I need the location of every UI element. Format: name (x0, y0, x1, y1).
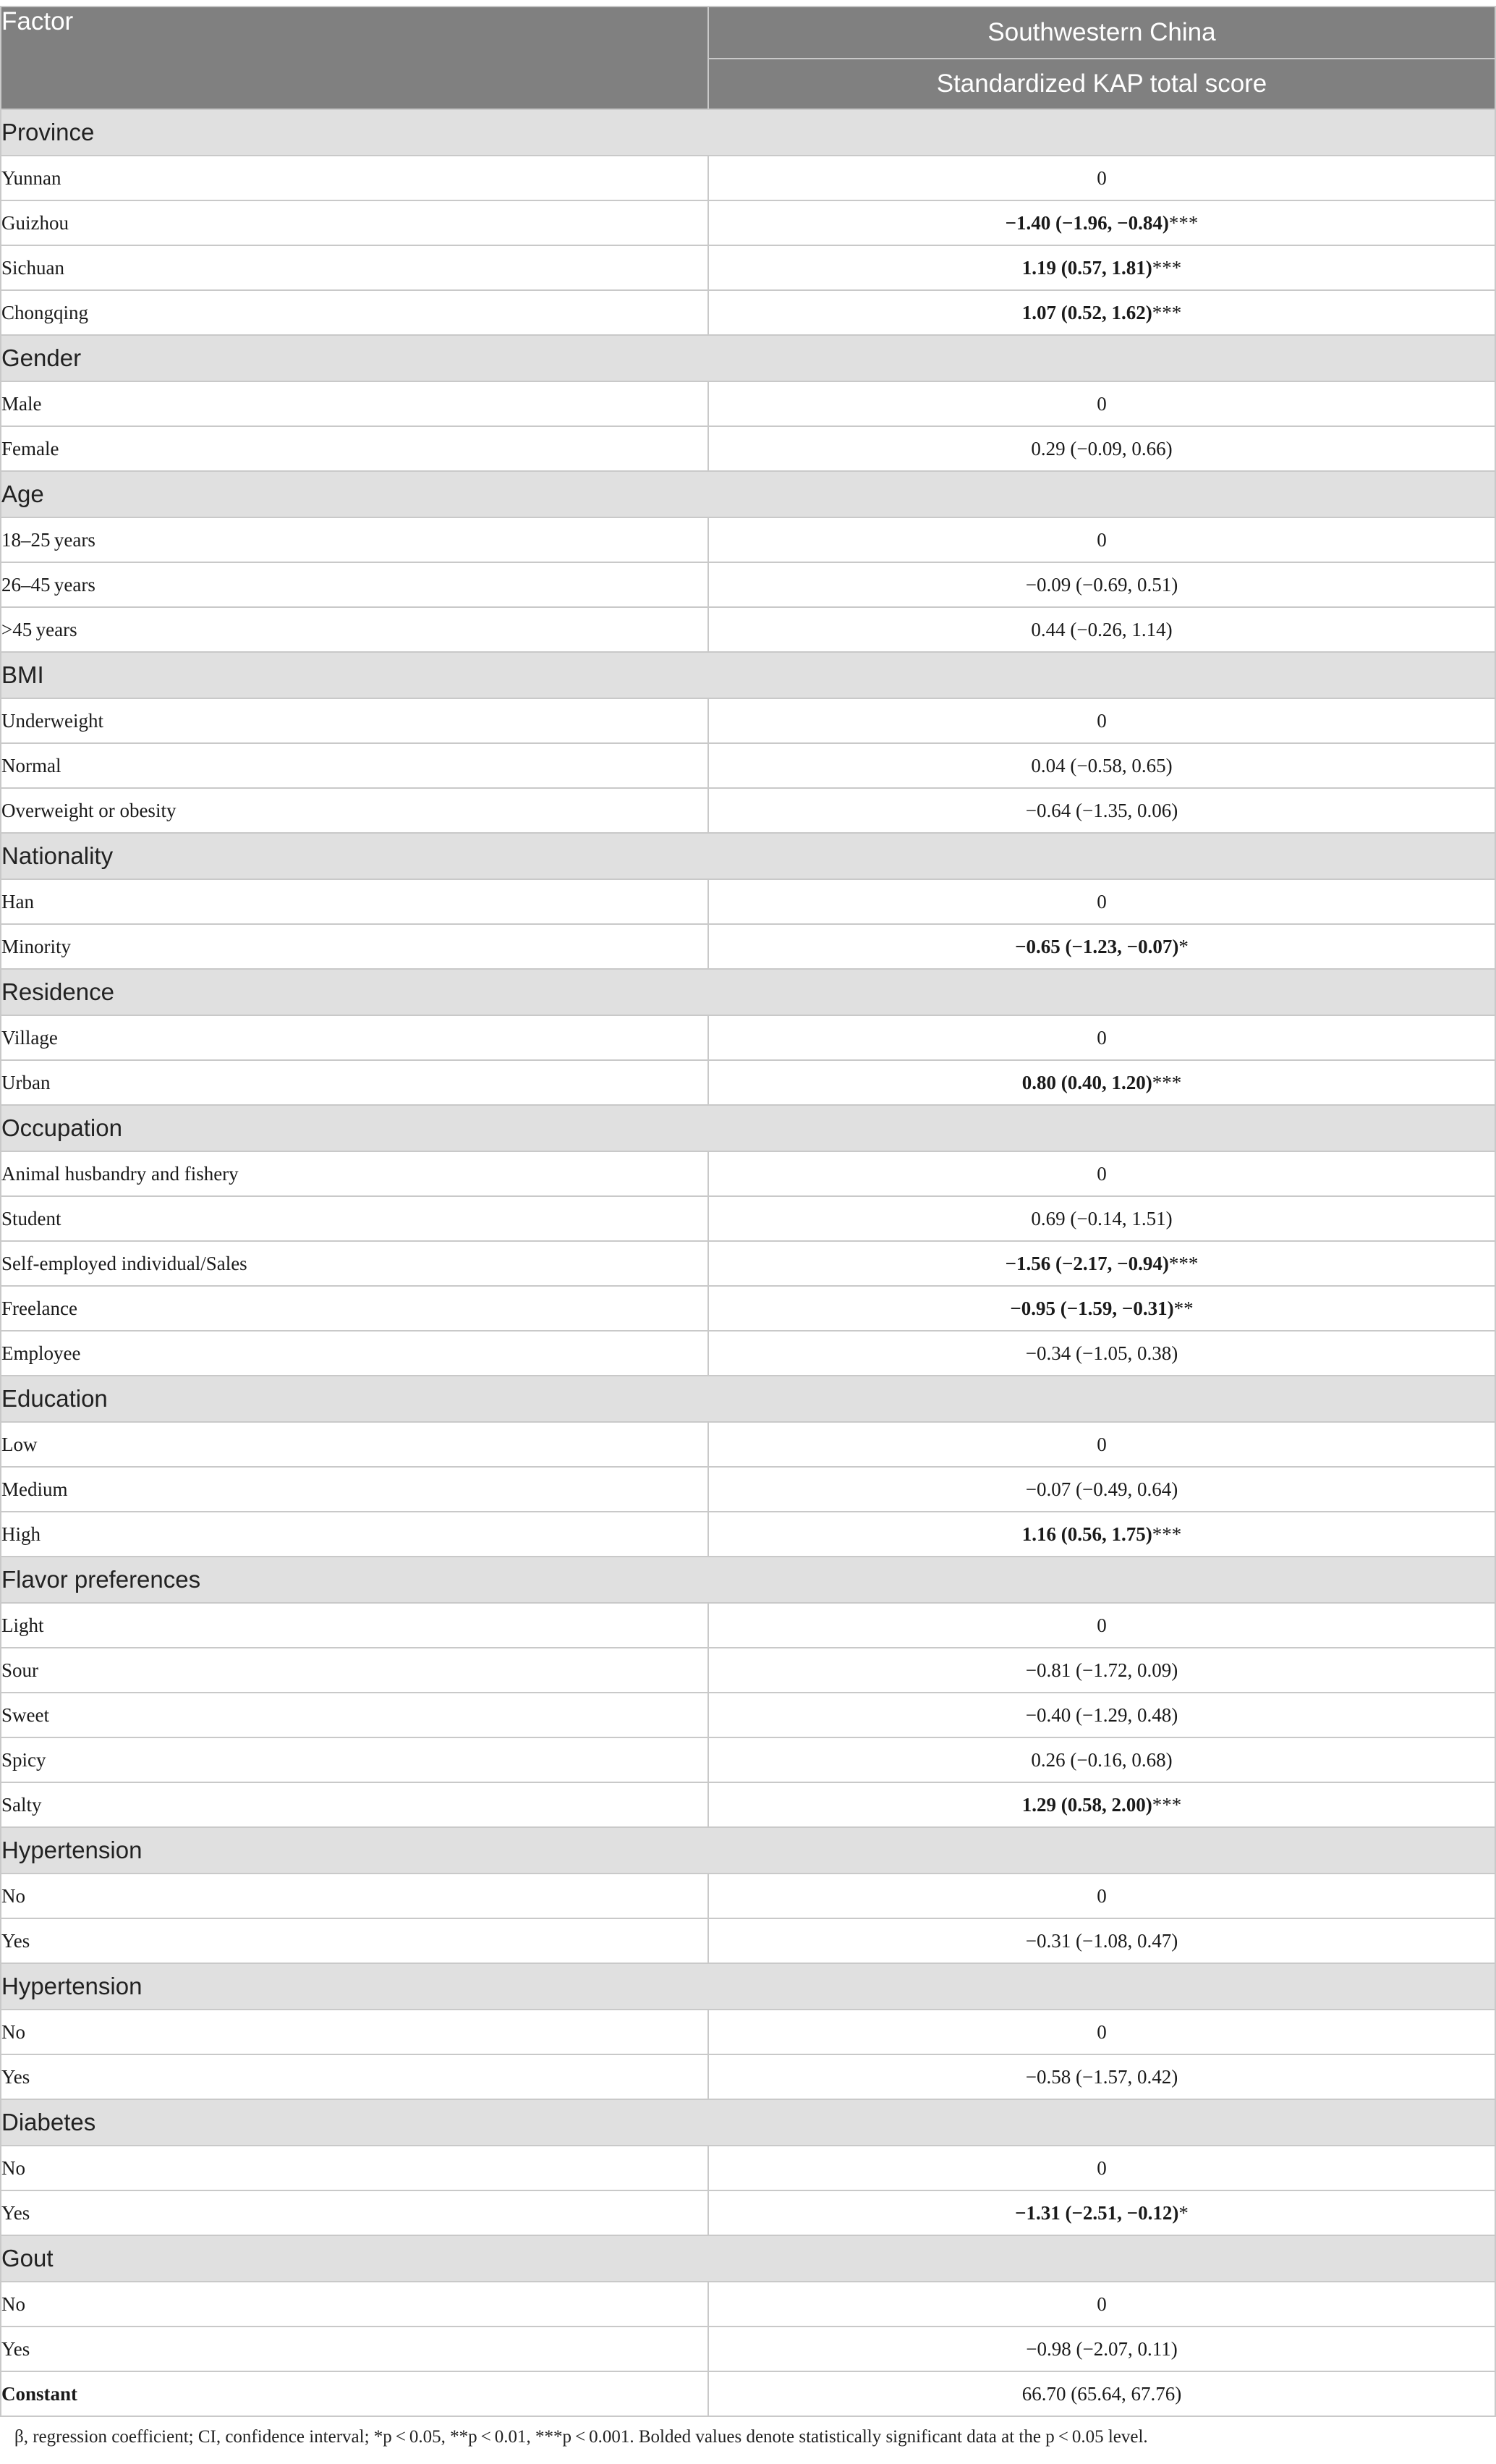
group-header-row (1, 471, 1495, 517)
estimate-ci: −0.58 (−1.57, 0.42) (1025, 2065, 1178, 2088)
table-row (1, 1603, 1495, 1648)
significance-stars: *** (1152, 256, 1182, 279)
row-value (708, 200, 1495, 245)
row-label: Yunnan (1, 156, 708, 200)
table-row (1, 426, 1495, 471)
estimate-ci: 0.80 (0.40, 1.20) (1021, 1071, 1152, 1093)
estimate-ci: 1.19 (0.57, 1.81) (1021, 256, 1152, 279)
row-value (708, 290, 1495, 335)
table-row (1, 1241, 1495, 1286)
constant-row (1, 2371, 1495, 2416)
row-value (708, 788, 1495, 833)
estimate-ci: 0 (1097, 709, 1107, 732)
row-value (708, 1331, 1495, 1376)
group-header-row (1, 1376, 1495, 1422)
table-row (1, 1648, 1495, 1693)
row-value (708, 2146, 1495, 2190)
group-name: Residence (1, 969, 1495, 1015)
estimate-ci: 1.16 (0.56, 1.75) (1021, 1523, 1152, 1545)
row-value (708, 245, 1495, 290)
row-value (708, 1737, 1495, 1782)
table-body (1, 109, 1495, 2416)
row-value (708, 1151, 1495, 1196)
row-value (708, 2190, 1495, 2235)
estimate-ci: −0.98 (−2.07, 0.11) (1026, 2337, 1178, 2360)
row-label: Low (1, 1422, 708, 1467)
row-label: Yes (1, 2190, 708, 2235)
row-value (708, 1422, 1495, 1467)
row-value (708, 1693, 1495, 1737)
table-row (1, 698, 1495, 743)
row-label: Salty (1, 1782, 708, 1827)
row-value (708, 924, 1495, 969)
significance-stars: * (1178, 2201, 1189, 2224)
estimate-ci: 0.04 (−0.58, 0.65) (1031, 754, 1173, 776)
estimate-ci: 0 (1097, 1884, 1107, 1907)
row-label: Animal husbandry and fishery (1, 1151, 708, 1196)
table-row (1, 1512, 1495, 1557)
table-row (1, 245, 1495, 290)
estimate-ci: −0.65 (−1.23, −0.07) (1015, 935, 1179, 957)
row-label: Chongqing (1, 290, 708, 335)
group-header-row (1, 2235, 1495, 2282)
row-value (708, 1782, 1495, 1827)
estimate-ci: −1.56 (−2.17, −0.94) (1005, 1252, 1169, 1274)
group-name: Occupation (1, 1105, 1495, 1151)
region-column-header: Southwestern China (708, 7, 1495, 59)
row-label: Han (1, 879, 708, 924)
estimate-ci: 0 (1097, 166, 1107, 189)
table-row (1, 1782, 1495, 1827)
table-row (1, 290, 1495, 335)
row-label: Overweight or obesity (1, 788, 708, 833)
row-value (708, 2282, 1495, 2327)
row-label: Normal (1, 743, 708, 788)
row-label: Employee (1, 1331, 708, 1376)
row-label: Female (1, 426, 708, 471)
row-label: Freelance (1, 1286, 708, 1331)
significance-stars: * (1178, 935, 1189, 957)
row-label: Urban (1, 1060, 708, 1105)
group-name: Hypertension (1, 1963, 1495, 2010)
row-value (708, 1874, 1495, 1918)
significance-stars: *** (1168, 211, 1199, 234)
estimate-ci: 0.26 (−0.16, 0.68) (1031, 1748, 1173, 1771)
table-row (1, 562, 1495, 607)
group-header-row (1, 969, 1495, 1015)
row-label: Sour (1, 1648, 708, 1693)
row-label: Sweet (1, 1693, 708, 1737)
significance-stars: *** (1152, 301, 1182, 323)
estimate-ci: 0 (1097, 890, 1107, 913)
row-label: No (1, 2282, 708, 2327)
table-row (1, 1015, 1495, 1060)
group-name: Age (1, 471, 1495, 517)
row-value (708, 381, 1495, 426)
table-row (1, 1331, 1495, 1376)
row-value (708, 1286, 1495, 1331)
measure-column-header: Standardized KAP total score (708, 59, 1495, 109)
group-name: Diabetes (1, 2099, 1495, 2146)
row-label: Guizhou (1, 200, 708, 245)
row-value (708, 1060, 1495, 1105)
row-value (708, 156, 1495, 200)
estimate-ci: 0 (1097, 2156, 1107, 2179)
row-label: Yes (1, 2054, 708, 2099)
constant-label: Constant (1, 2371, 708, 2416)
group-name: Flavor preferences (1, 1557, 1495, 1603)
estimate-ci: 1.07 (0.52, 1.62) (1021, 301, 1152, 323)
significance-stars: ** (1173, 1297, 1194, 1319)
estimate-ci: −0.09 (−0.69, 0.51) (1025, 573, 1178, 596)
table-row (1, 1151, 1495, 1196)
row-label: Light (1, 1603, 708, 1648)
estimate-ci: −0.81 (−1.72, 0.09) (1025, 1659, 1178, 1681)
significance-stars: *** (1168, 1252, 1199, 1274)
table-row (1, 517, 1495, 562)
estimate-ci: −0.07 (−0.49, 0.64) (1025, 1478, 1178, 1500)
row-label: 18–25 years (1, 517, 708, 562)
row-value (708, 1648, 1495, 1693)
row-value (708, 562, 1495, 607)
significance-stars: *** (1152, 1793, 1182, 1816)
estimate-ci: 0 (1097, 2020, 1107, 2043)
estimate-ci: −0.64 (−1.35, 0.06) (1025, 799, 1178, 821)
estimate-ci: 0.69 (−0.14, 1.51) (1031, 1207, 1173, 1229)
table-row (1, 924, 1495, 969)
row-value (708, 2010, 1495, 2054)
row-label: Self-employed individual/Sales (1, 1241, 708, 1286)
row-label: High (1, 1512, 708, 1557)
table-row (1, 1060, 1495, 1105)
table-row (1, 607, 1495, 652)
table-row (1, 2327, 1495, 2371)
estimate-ci: 0 (1097, 1614, 1107, 1636)
table-row (1, 2010, 1495, 2054)
table-row (1, 1918, 1495, 1963)
row-label: Underweight (1, 698, 708, 743)
constant-value: 66.70 (65.64, 67.76) (708, 2371, 1495, 2416)
group-header-row (1, 1827, 1495, 1874)
table-row (1, 2054, 1495, 2099)
group-name: Nationality (1, 833, 1495, 879)
estimate-ci: 0 (1097, 1162, 1107, 1185)
row-value (708, 1241, 1495, 1286)
table-row (1, 1286, 1495, 1331)
group-name: Gout (1, 2235, 1495, 2282)
estimate-ci: −1.40 (−1.96, −0.84) (1005, 211, 1169, 234)
row-label: >45 years (1, 607, 708, 652)
row-value (708, 2327, 1495, 2371)
group-header-row (1, 335, 1495, 381)
group-header-row (1, 109, 1495, 156)
table-row (1, 788, 1495, 833)
table-row (1, 156, 1495, 200)
row-label: Male (1, 381, 708, 426)
group-name: BMI (1, 652, 1495, 698)
table-row (1, 879, 1495, 924)
estimate-ci: −0.95 (−1.59, −0.31) (1010, 1297, 1174, 1319)
row-value (708, 1015, 1495, 1060)
table-row (1, 1422, 1495, 1467)
table-row (1, 1693, 1495, 1737)
group-header-row (1, 1963, 1495, 2010)
row-label: Minority (1, 924, 708, 969)
row-label: No (1, 1874, 708, 1918)
estimate-ci: −0.40 (−1.29, 0.48) (1025, 1703, 1178, 1726)
table-row (1, 200, 1495, 245)
table-row (1, 381, 1495, 426)
group-name: Gender (1, 335, 1495, 381)
group-header-row (1, 1557, 1495, 1603)
group-name: Hypertension (1, 1827, 1495, 1874)
significance-stars: *** (1152, 1071, 1182, 1093)
group-header-row (1, 833, 1495, 879)
row-value (708, 1918, 1495, 1963)
table-row (1, 743, 1495, 788)
estimate-ci: 0 (1097, 392, 1107, 415)
row-label: Village (1, 1015, 708, 1060)
table-row (1, 1737, 1495, 1782)
row-value (708, 698, 1495, 743)
group-name: Province (1, 109, 1495, 156)
table-row (1, 1874, 1495, 1918)
factor-column-header: Factor (1, 7, 708, 109)
estimate-ci: −1.31 (−2.51, −0.12) (1015, 2201, 1179, 2224)
table-row (1, 2282, 1495, 2327)
estimate-ci: −0.34 (−1.05, 0.38) (1025, 1342, 1178, 1364)
row-value (708, 1603, 1495, 1648)
row-label: Sichuan (1, 245, 708, 290)
row-value (708, 1512, 1495, 1557)
group-header-row (1, 652, 1495, 698)
row-label: Student (1, 1196, 708, 1241)
regression-table (0, 6, 1496, 2417)
row-value (708, 879, 1495, 924)
row-value (708, 426, 1495, 471)
table-row (1, 2146, 1495, 2190)
row-value (708, 743, 1495, 788)
table-footnote: β, regression coefficient; CI, confidence interval; *p < 0.05, **p < 0.01, ***p < 0.001. Bolded values denote statistically significant data at the p < 0.05 level. (14, 2427, 1148, 2447)
estimate-ci: 1.29 (0.58, 2.00) (1021, 1793, 1152, 1816)
row-label: No (1, 2010, 708, 2054)
group-header-row (1, 1105, 1495, 1151)
estimate-ci: 0 (1097, 528, 1107, 551)
table-row (1, 1467, 1495, 1512)
estimate-ci: 0.29 (−0.09, 0.66) (1031, 437, 1173, 460)
estimate-ci: 0.44 (−0.26, 1.14) (1031, 618, 1173, 640)
row-label: Yes (1, 2327, 708, 2371)
row-label: 26–45 years (1, 562, 708, 607)
row-label: Yes (1, 1918, 708, 1963)
estimate-ci: −0.31 (−1.08, 0.47) (1025, 1929, 1178, 1952)
row-label: Medium (1, 1467, 708, 1512)
row-value (708, 2054, 1495, 2099)
table-row (1, 2190, 1495, 2235)
row-value (708, 607, 1495, 652)
group-header-row (1, 2099, 1495, 2146)
row-value (708, 1467, 1495, 1512)
estimate-ci: 0 (1097, 1433, 1107, 1455)
group-name: Education (1, 1376, 1495, 1422)
row-value (708, 1196, 1495, 1241)
significance-stars: *** (1152, 1523, 1182, 1545)
row-label: No (1, 2146, 708, 2190)
estimate-ci: 0 (1097, 2292, 1107, 2315)
table-row (1, 1196, 1495, 1241)
row-value (708, 517, 1495, 562)
row-label: Spicy (1, 1737, 708, 1782)
estimate-ci: 0 (1097, 1026, 1107, 1049)
